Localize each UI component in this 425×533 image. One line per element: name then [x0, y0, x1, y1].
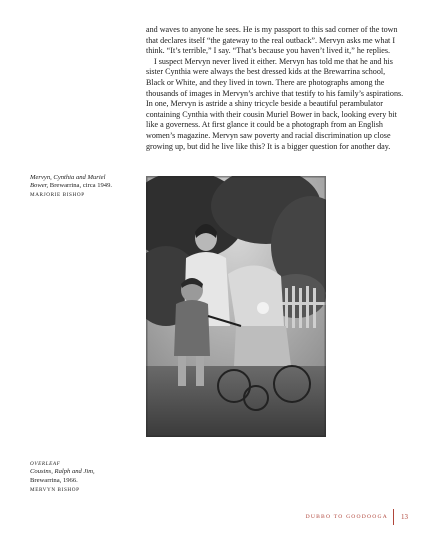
running-head: DUBBO TO GOODOOGA: [305, 514, 388, 520]
photograph-image: [146, 176, 326, 437]
page-footer: [300, 509, 410, 525]
paragraph-2: I suspect Mervyn never lived it either. Mervyn has told me that he and his sister Cynthia were always the best dressed kids at the Brewarrina school, Black or White, and they lived in town. There are photographs among the thousands of images in Mervyn’s archive that testify to his family’s aspirations. In one, Mervyn is astride a shiny tricycle beside a beautiful perambulator containing Cynthia with their cousin Muriel Bower in back, looking every bit like a governess. At first glance it could be a photograph from an English women’s magazine. Mervyn saw poverty and racial discrimination up close growing up, but did he live like this? It is a bigger question for another day.: [146, 56, 404, 151]
overleaf-place: Brewarrina, 1966.: [30, 476, 78, 484]
body-text: [146, 25, 406, 152]
caption-place: Brewarrina, circa 1949.: [49, 182, 113, 190]
caption-credit: MARJORIE BISHOP: [30, 192, 85, 199]
page-number: 13: [401, 513, 408, 521]
family-photograph: [146, 176, 326, 437]
overleaf-title: Cousins, Ralph and Jim,: [30, 468, 95, 476]
caption-names-line1: Mervyn, Cynthia and Muriel: [30, 174, 106, 181]
overleaf-caption: [30, 460, 134, 494]
overleaf-heading: OVERLEAF: [30, 461, 61, 467]
caption-names-line2: Bower,: [30, 182, 49, 190]
footer-divider: [393, 509, 394, 525]
photo-caption: [30, 174, 134, 200]
paragraph-1: and waves to anyone he sees. He is my passport to this sad corner of the town that declares itself “the gateway to the real outback”. Mervyn asks me what I think. “It’s terrible,” I say. “That’s because you haven’t lived it,” he replies.: [146, 25, 398, 56]
overleaf-credit: MERVYN BISHOP: [30, 486, 80, 493]
